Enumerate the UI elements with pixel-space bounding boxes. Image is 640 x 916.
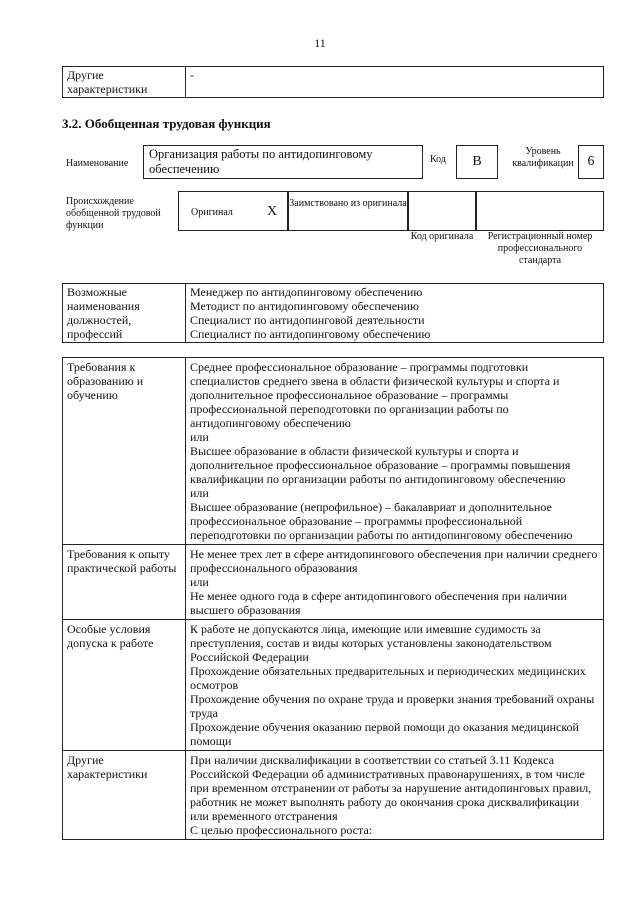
requirement-line: Прохождение обучения оказанию первой помощи до оказания медицинской помощи bbox=[190, 720, 579, 748]
origin-label: Происхождение обобщенной трудовой функции bbox=[66, 196, 161, 231]
section-title: 3.2. Обобщенная трудовая функция bbox=[62, 116, 271, 131]
level-value: 6 bbox=[578, 145, 604, 179]
requirement-line: Прохождение обучения по охране труда и проверки знания требований охраны труда bbox=[190, 692, 595, 720]
borrowed-cell bbox=[288, 191, 408, 231]
code-original-cell bbox=[408, 191, 476, 231]
reg-number-caption: Регистрационный номер профессионального стандарта bbox=[487, 231, 593, 266]
position-item: Специалист по антидопинговому обеспечению bbox=[190, 327, 431, 341]
requirement-line: С целью профессионального роста: bbox=[190, 823, 373, 837]
code-label: Код bbox=[430, 154, 446, 165]
requirement-label: Особые условия допуска к работе bbox=[63, 620, 186, 751]
requirement-line: или bbox=[190, 486, 209, 500]
requirement-label: Требования к образованию и обучению bbox=[63, 358, 186, 545]
position-item: Методист по антидопинговому обеспечению bbox=[190, 299, 419, 313]
requirement-row-other bbox=[63, 751, 604, 840]
code-original-caption: Код оригинала bbox=[410, 231, 474, 242]
page-number: 11 bbox=[314, 36, 326, 50]
requirement-row-experience bbox=[63, 545, 604, 620]
requirement-line: Не менее трех лет в сфере антидопингового обеспечения при наличии среднего профессионального образования bbox=[190, 547, 598, 575]
other-characteristics-label: Другие характеристики bbox=[63, 67, 186, 98]
original-label: Оригинал bbox=[191, 207, 233, 218]
requirement-row-education bbox=[63, 358, 604, 545]
original-mark: X bbox=[267, 204, 278, 219]
requirement-line: Не менее одного года в сфере антидопингового обеспечения при наличии высшего образования bbox=[190, 589, 567, 617]
requirement-content bbox=[186, 358, 604, 545]
positions-label: Возможные наименования должностей, профессий bbox=[63, 284, 186, 343]
requirement-line: или bbox=[190, 575, 209, 589]
positions-list bbox=[186, 284, 604, 343]
origin-row bbox=[178, 191, 604, 231]
requirement-row-special-conditions bbox=[63, 620, 604, 751]
requirement-line: или bbox=[190, 430, 209, 444]
requirement-line: При наличии дисквалификации в соответствии со статьей 3.11 Кодекса Российской Федерации об административных правонарушениях, в том числе при временном отстранении от работы за нарушение антидопинговых правил, работник не может выполнять работу до окончания срока дисквалификации или временного отстранения bbox=[190, 753, 592, 823]
positions-table bbox=[62, 283, 604, 343]
borrowed-label: Заимствовано из оригинала bbox=[289, 198, 407, 209]
other-characteristics-table bbox=[62, 66, 604, 98]
requirement-label: Требования к опыту практической работы bbox=[63, 545, 186, 620]
requirements-table bbox=[62, 357, 604, 840]
requirement-line: К работе не допускаются лица, имеющие или имевшие судимость за преступления, состав и виды которых установлены законодательством Российской Федерации bbox=[190, 622, 552, 664]
level-label: Уровень квалификации bbox=[512, 146, 574, 169]
requirement-line: Высшее образование (непрофильное) – бакалавриат и дополнительное профессиональное образование – программы профессиональной переподготовки по организации работы по антидопинговому обеспечению bbox=[190, 500, 573, 542]
requirement-content bbox=[186, 751, 604, 840]
name-label: Наименование bbox=[66, 158, 129, 169]
requirement-line: Прохождение обязательных предварительных и периодических медицинских осмотров bbox=[190, 664, 586, 692]
reg-number-cell bbox=[476, 191, 604, 231]
requirement-content bbox=[186, 545, 604, 620]
name-value: Организация работы по антидопинговому обеспечению bbox=[143, 145, 423, 179]
requirement-line: Среднее профессиональное образование – программы подготовки специалистов среднего звена в области физической культуры и спорта и дополнительное профессиональное образование – программы профессиональной переподготовки по организации работы по антидопинговому обеспечению bbox=[190, 360, 560, 430]
requirement-line: Высшее образование в области физической культуры и спорта и дополнительное профессиональное образование – программы повышения квалификации по организации работы по антидопинговому обеспечению bbox=[190, 444, 571, 486]
position-item: Специалист по антидопинговой деятельности bbox=[190, 313, 425, 327]
requirement-label: Другие характеристики bbox=[63, 751, 186, 840]
original-cell bbox=[178, 191, 288, 231]
other-characteristics-value: - bbox=[186, 67, 604, 98]
code-value: В bbox=[456, 145, 498, 179]
position-item: Менеджер по антидопинговому обеспечению bbox=[190, 285, 423, 299]
requirement-content bbox=[186, 620, 604, 751]
